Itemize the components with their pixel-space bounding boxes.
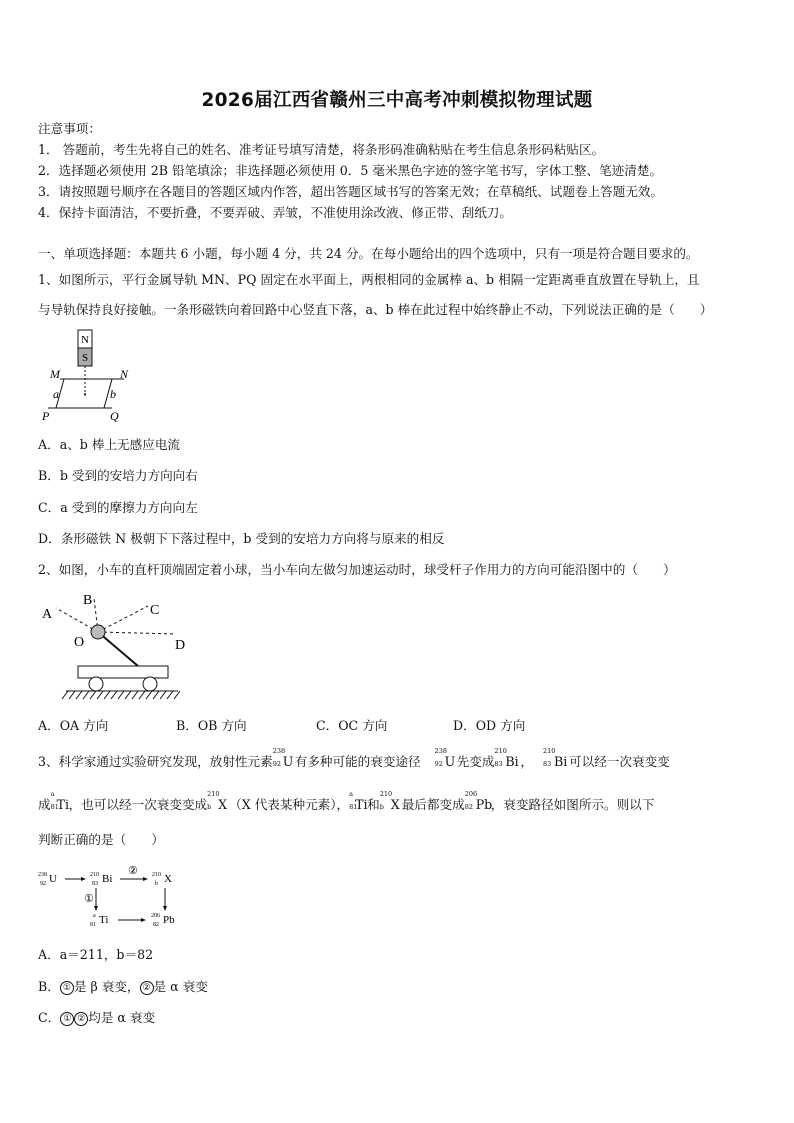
svg-text:206: 206 — [151, 913, 160, 919]
q3-option-c: C． ① ② 均是 α 衰变 — [38, 1010, 156, 1025]
svg-text:U: U — [49, 873, 57, 885]
svg-text:92: 92 — [40, 881, 46, 887]
node-bi — [90, 872, 112, 887]
svg-text:Ti: Ti — [99, 914, 109, 926]
step-2-label: ② — [128, 865, 138, 877]
notice-item-4: 4．保持卡面清洁，不要折叠，不要弄破、弄皱，不准使用涂改液、修正带、刮纸刀。 — [38, 205, 512, 220]
direction-oc — [98, 606, 148, 632]
q3-stem-line3: 判断正确的是（ ） — [38, 832, 164, 847]
q2-option-a: A．OA 方向 — [38, 718, 109, 733]
nuclide-bi210: 210 83 Bi — [494, 747, 519, 769]
svg-text:81: 81 — [90, 922, 96, 928]
node-ti — [90, 913, 108, 928]
node-x — [152, 872, 172, 887]
center-dot — [84, 393, 86, 395]
notice-item-3: 3．请按照题号顺序在各题目的答题区域内作答，超出答题区域书写的答案无效；在草稿纸、试题卷上答题无效。 — [38, 184, 664, 199]
label-q: Q — [110, 409, 119, 423]
circle-2: ② — [140, 981, 154, 995]
q3-decay-diagram — [38, 862, 198, 932]
notice-item-1: 1． 答题前，考生先将自己的姓名、准考证号填写清楚，将条形码准确粘贴在考生信息条形码粘贴区。 — [38, 142, 605, 157]
label-a: a — [53, 387, 59, 401]
page-title: 2026届江西省赣州三中高考冲刺模拟物理试题 — [201, 90, 593, 111]
svg-text:Pb: Pb — [163, 914, 175, 926]
q1-stem-line2: 与导轨保持良好接触。一条形磁铁向着回路中心竖直下落，a、b 棒在此过程中始终静止不动，下列说法正确的是（ ） — [38, 302, 713, 317]
label-b: b — [110, 387, 116, 401]
nuclide-u238-2: 238 92 U — [434, 747, 456, 769]
q3-stem-line2: 成 a 81 Ti，也可以经一次衰变变成 210 b X （X 代表某种元素）， a 81 Ti和 210 b X 最后都变成 206 82 Pb，衰变路径如图所示。则以下 — [38, 790, 655, 812]
nuclide-pb206: 206 82 Pb — [464, 790, 493, 812]
q2-figure — [38, 588, 198, 706]
wheel-right — [143, 677, 157, 691]
q3-stem-line1: 3、科学家通过实验研究发现，放射性元素 238 92 U有多种可能的衰变途径 238 92 U先变成 210 83 Bi ， 210 83 Bi 可以经一次衰变变 — [38, 747, 670, 769]
node-pb — [151, 913, 175, 928]
q1-option-a: A．a、b 棒上无感应电流 — [38, 437, 181, 452]
nuclide-ti: a 81 Ti — [50, 790, 70, 812]
direction-od — [98, 632, 176, 634]
q2-option-c: C．OC 方向 — [316, 718, 388, 733]
svg-text:Bi: Bi — [102, 873, 113, 885]
label-a: A — [42, 607, 53, 622]
q2-stem: 2、如图，小车的直杆顶端固定着小球，当小车向左做匀加速运动时，球受杆子作用力的方向可能沿图中的（ ） — [38, 562, 676, 577]
label-o: O — [74, 635, 85, 650]
q1-option-b: B．b 受到的安培力方向向右 — [38, 468, 198, 483]
svg-text:X: X — [164, 873, 172, 885]
ground-hatch — [62, 691, 180, 699]
notice-item-2: 2．选择题必须使用 2B 铅笔填涂；非选择题必须使用 0．5 毫米黑色字迹的签字笔书写，字体工整、笔迹清楚。 — [38, 163, 663, 178]
svg-text:b: b — [155, 881, 158, 887]
ball — [91, 625, 105, 639]
circle-2b: ② — [74, 1012, 88, 1026]
nuclide-x: 210 b X — [207, 790, 228, 812]
q1-stem-line1: 1、如图所示，平行金属导轨 MN、PQ 固定在水平面上，两根相同的金属棒 a、b 相隔一定距离垂直放置在导轨上，且 — [38, 272, 700, 287]
svg-text:210: 210 — [152, 872, 161, 878]
notice-header: 注意事项： — [38, 121, 101, 136]
label-b: B — [83, 593, 93, 608]
svg-text:82: 82 — [153, 922, 159, 928]
q2-option-d: D．OD 方向 — [453, 718, 526, 733]
svg-text:238: 238 — [38, 872, 47, 878]
rod — [98, 632, 138, 666]
label-d: D — [175, 638, 186, 653]
nuclide-ti-2: a 81 Ti — [349, 790, 368, 812]
q1-option-d: D．条形磁铁 N 极朝下下落过程中，b 受到的安培力方向将与原来的相反 — [38, 531, 445, 546]
q1-option-c: C．a 受到的摩擦力方向向左 — [38, 500, 198, 515]
svg-text:a: a — [93, 913, 96, 919]
nuclide-x-2: 210 b X — [379, 790, 400, 812]
label-c: C — [150, 603, 160, 618]
wheel-left — [89, 677, 103, 691]
q2-option-b: B．OB 方向 — [176, 718, 247, 733]
cart-body — [78, 666, 168, 678]
section-heading: 一、单项选择题：本题共 6 小题，每小题 4 分，共 24 分。在每小题给出的四个选项中，只有一项是符合题目要求的。 — [38, 246, 699, 261]
step-1-label: ① — [84, 893, 94, 905]
q3-option-b: B． ① 是 β 衰变， ② 是 α 衰变 — [38, 979, 208, 994]
q1-figure — [40, 328, 150, 428]
q3-option-a: A．a＝211，b＝82 — [38, 947, 154, 962]
label-m: M — [50, 367, 60, 381]
label-p: P — [42, 409, 50, 423]
circle-1: ① — [60, 981, 74, 995]
label-n: N — [120, 367, 129, 381]
svg-text:83: 83 — [92, 881, 98, 887]
node-u — [38, 872, 57, 887]
magnet-s-label: S — [81, 352, 89, 364]
svg-text:210: 210 — [90, 872, 99, 878]
circle-1b: ① — [60, 1012, 74, 1026]
nuclide-bi210-2: 210 83 Bi — [543, 747, 568, 769]
nuclide-u238: 238 92 U — [272, 747, 294, 769]
magnet-n-label: N — [81, 334, 89, 346]
